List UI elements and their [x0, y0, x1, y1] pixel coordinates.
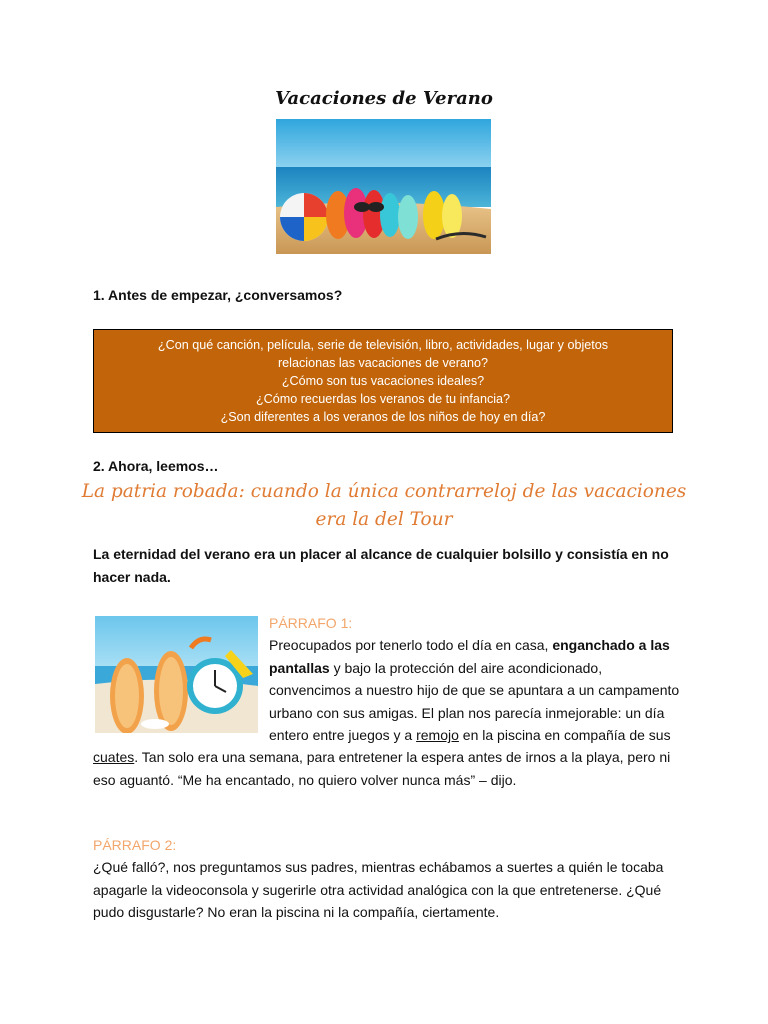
article-title: La patria robada: cuando la única contrarreloj de las vacaciones era la del Tour — [81, 481, 687, 530]
paragraph-1-text: y bajo la protección del aire acondicionado, convencimos a nuestro hijo de que se apuntara a un campamento urbano con sus amigas. El plan nos parecía inmejorable: un día entero entre juegos y a — [269, 659, 680, 744]
paragraph-2-label: PÁRRAFO 2: — [93, 837, 177, 853]
paragraph-1-text: en la piscina en compañía de sus — [458, 727, 671, 744]
image-spacer — [93, 612, 269, 734]
section-heading-leemos: 2. Ahora, leemos… — [93, 458, 219, 474]
paragraph-2 — [93, 834, 683, 924]
paragraph-1-text: Preocupados por tenerlo todo el día en casa, — [269, 637, 553, 654]
vocab-cuates: cuates — [93, 749, 135, 766]
paragraph-2-text: ¿Qué falló?, nos preguntamos sus padres, mientras echábamos a suertes a quién le tocaba apagarle la videoconsola y sugerirle otra actividad analógica con la que entretenerse. ¿Qué pudo disgustarle? No eran la piscina ni la compañía, ciertamente. — [93, 859, 664, 921]
question-line: ¿Cómo son tus vacaciones ideales? — [281, 374, 485, 388]
question-line: relacionas las vacaciones de verano? — [277, 356, 489, 370]
vocab-remojo: remojo — [416, 727, 459, 744]
paragraph-1 — [93, 612, 683, 791]
paragraph-1-text: . Tan solo era una semana, para entretener la espera antes de irnos a la playa, pero ni eso aguantó. “Me ha encantado, no quiero volver nunca más” – dijo. — [93, 749, 671, 788]
question-line: ¿Cómo recuerdas los veranos de tu infancia? — [255, 392, 511, 406]
section-heading-conversamos: 1. Antes de empezar, ¿conversamos? — [93, 287, 343, 303]
questions-box — [93, 329, 673, 433]
paragraph-1-label: PÁRRAFO 1: — [269, 615, 353, 631]
question-line: ¿Son diferentes a los veranos de los niños de hoy en día? — [220, 410, 546, 424]
beach-flip-flops-image — [276, 119, 491, 254]
page-title: Vacaciones de Verano — [275, 88, 493, 109]
question-line: ¿Con qué canción, película, serie de televisión, libro, actividades, lugar y objetos — [157, 338, 609, 352]
paragraph-1-bold-phrase: enganchado a las pantallas — [269, 637, 670, 676]
article-lead: La eternidad del verano era un placer al alcance de cualquier bolsillo y consistía en no hacer nada. — [93, 546, 669, 585]
